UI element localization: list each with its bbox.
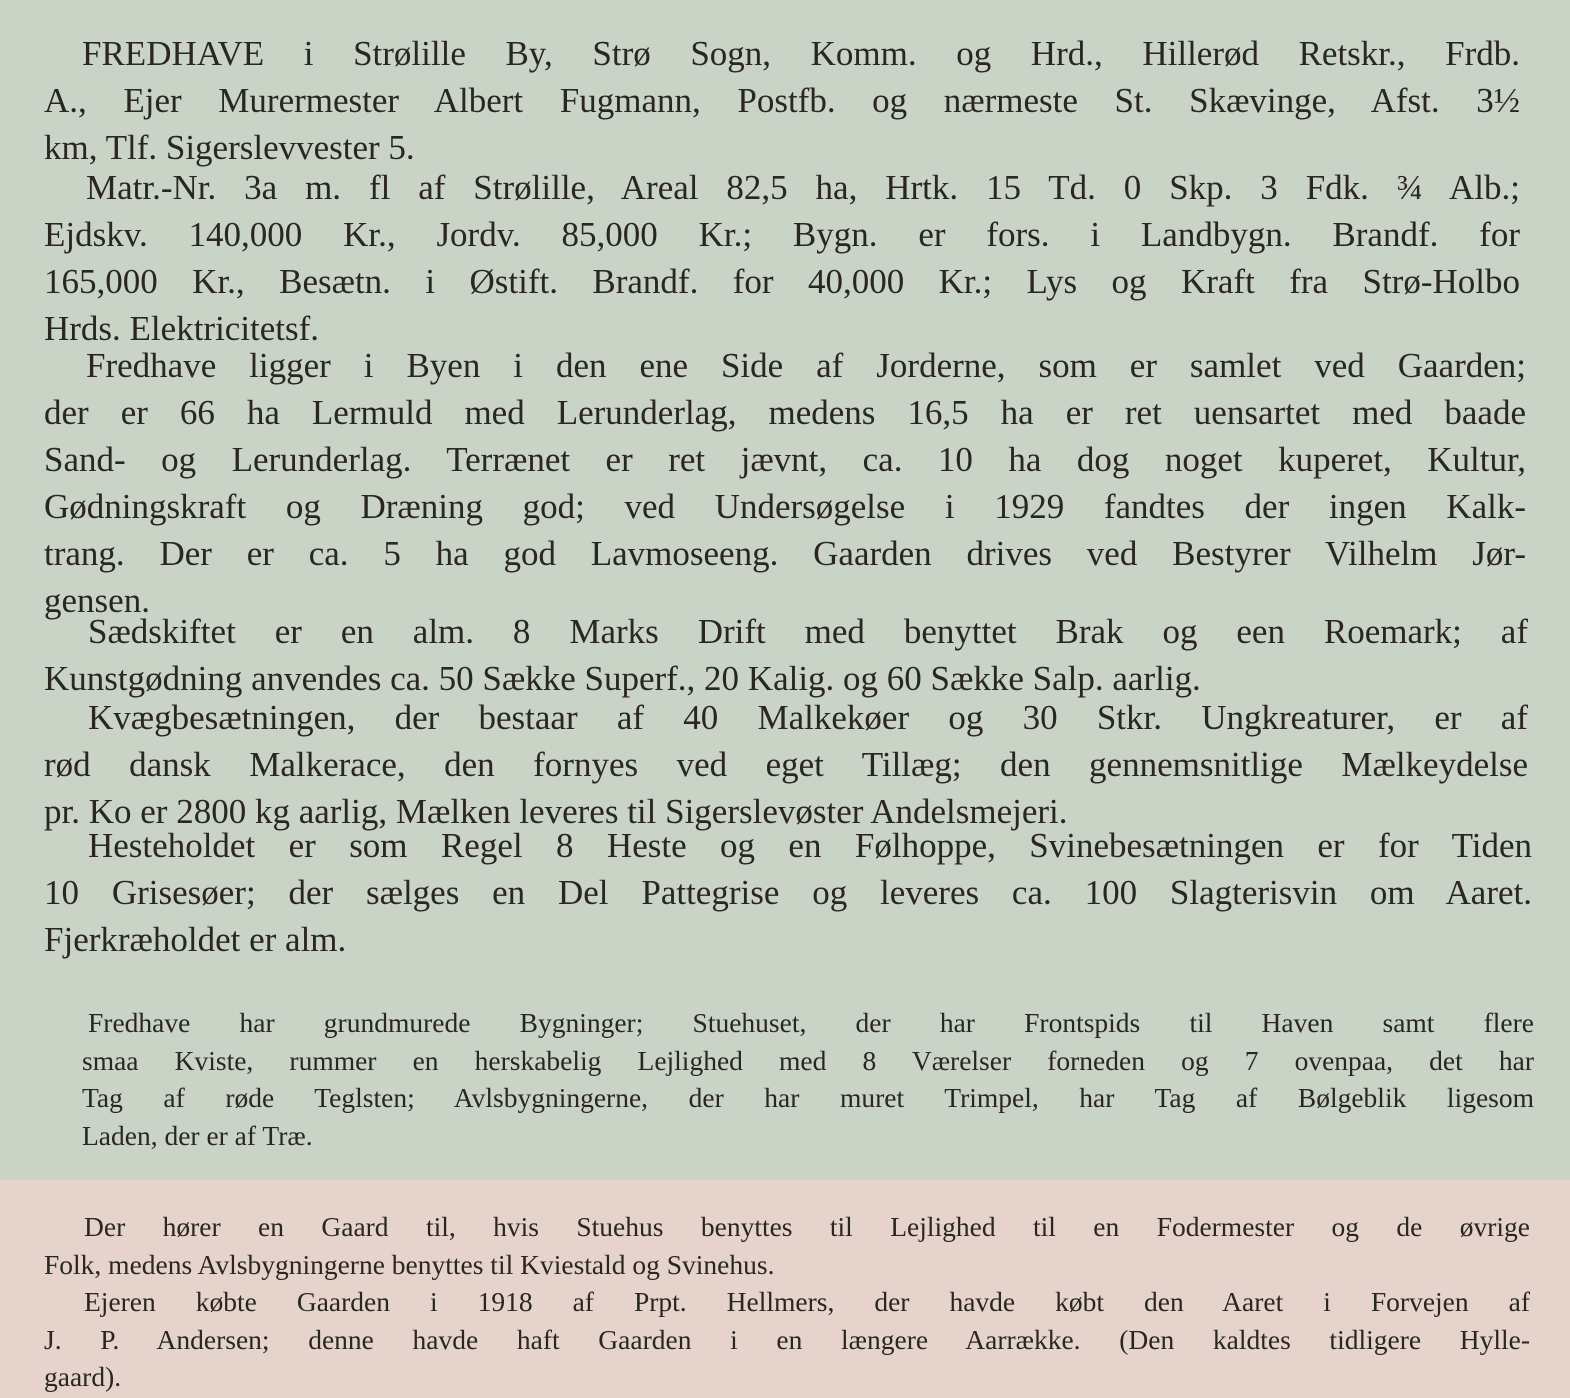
text-line: rød dansk Malkerace, den fornyes ved eget Tillæg; den gennemsnitlige Mælkeydelse (44, 745, 1528, 784)
text-line: Gødningskraft og Dræning god; ved Undersøgelse i 1929 fandtes der ingen Kalk- (44, 487, 1526, 526)
paragraph-hesteholdet (44, 822, 1532, 963)
text-line: Fredhave har grundmurede Bygninger; Stuehuset, der har Frontspids til Haven samt flere (88, 1007, 1534, 1038)
text-line: Sand- og Lerunderlag. Terrænet er ret jævnt, ca. 10 ha dog noget kuperet, Kultur, (44, 440, 1526, 479)
paragraph-header-fredhave (44, 30, 1520, 171)
text-line: Sædskiftet er en alm. 8 Marks Drift med benyttet Brak og een Roemark; af (88, 612, 1528, 651)
text-line: Tag af røde Teglsten; Avlsbygningerne, der har muret Trimpel, har Tag af Bølgeblik ligesom (82, 1082, 1534, 1113)
text-line: Kvægbesætningen, der bestaar af 40 Malkekøer og 30 Stkr. Ungkreaturer, er af (88, 698, 1528, 737)
paragraph-bygninger (82, 1004, 1534, 1154)
text-line: Matr.-Nr. 3a m. fl af Strølille, Areal 82,5 ha, Hrtk. 15 Td. 0 Skp. 3 Fdk. ¾ Alb.; (86, 168, 1520, 207)
text-line: 10 Grisesøer; der sælges en Del Pattegrise og leveres ca. 100 Slagterisvin om Aaret. (44, 873, 1532, 912)
text-line: Hrds. Elektricitetsf. (44, 309, 320, 348)
paragraph-matrikel (44, 164, 1520, 352)
paragraph-jorderne (44, 342, 1526, 624)
text-line: 165,000 Kr., Besætn. i Østift. Brandf. for 40,000 Kr.; Lys og Kraft fra Strø-Holbo (44, 262, 1520, 301)
text-line: der er 66 ha Lermuld med Lerunderlag, medens 16,5 ha er ret uensartet med baade (44, 393, 1526, 432)
text-line: Ejdskv. 140,000 Kr., Jordv. 85,000 Kr.; Bygn. er fors. i Landbygn. Brandf. for (44, 215, 1520, 254)
paragraph-ejeren (44, 1283, 1530, 1396)
paragraph-saedskiftet (44, 608, 1528, 702)
paragraph-gaard-til (44, 1208, 1530, 1283)
text-line: Kunstgødning anvendes ca. 50 Sække Superf., 20 Kalig. og 60 Sække Salp. aarlig. (44, 659, 1201, 698)
text-line: Ejeren købte Gaarden i 1918 af Prpt. Hellmers, der havde købt den Aaret i Forvejen af (84, 1286, 1530, 1317)
text-line: Fredhave ligger i Byen i den ene Side af Jorderne, som er samlet ved Gaarden; (86, 346, 1526, 385)
text-line: A., Ejer Murermester Albert Fugmann, Postfb. og nærmeste St. Skævinge, Afst. 3½ (44, 81, 1520, 120)
text-line: gaard). (44, 1361, 122, 1392)
text-line: pr. Ko er 2800 kg aarlig, Mælken leveres til Sigerslevøster Andelsmejeri. (44, 792, 1068, 831)
text-line: Fjerkræholdet er alm. (44, 920, 347, 959)
text-line: trang. Der er ca. 5 ha god Lavmoseeng. Gaarden drives ved Bestyrer Vilhelm Jør- (44, 534, 1526, 573)
text-line: J. P. Andersen; denne havde haft Gaarden i en længere Aarrække. (Den kaldtes tidligere Hylle- (44, 1323, 1530, 1355)
text-line: gensen. (44, 581, 150, 620)
paragraph-kvaegbesaetning (44, 694, 1528, 835)
text-line: Der hører en Gaard til, hvis Stuehus benyttes til Lejlighed til en Fodermester og de øvrige (84, 1211, 1530, 1242)
text-line: Hesteholdet er som Regel 8 Heste og en Følhoppe, Svinebesætningen er for Tiden (88, 826, 1532, 865)
text-line: km, Tlf. Sigerslevvester 5. (44, 128, 415, 167)
text-line: smaa Kviste, rummer en herskabelig Lejlighed med 8 Værelser forneden og 7 ovenpaa, det har (82, 1044, 1534, 1076)
text-line: Folk, medens Avlsbygningerne benyttes til Kviestald og Svinehus. (44, 1248, 775, 1280)
text-line: Laden, der er af Træ. (82, 1119, 313, 1151)
text-line: FREDHAVE i Strølille By, Strø Sogn, Komm. og Hrd., Hillerød Retskr., Frdb. (82, 34, 1520, 73)
